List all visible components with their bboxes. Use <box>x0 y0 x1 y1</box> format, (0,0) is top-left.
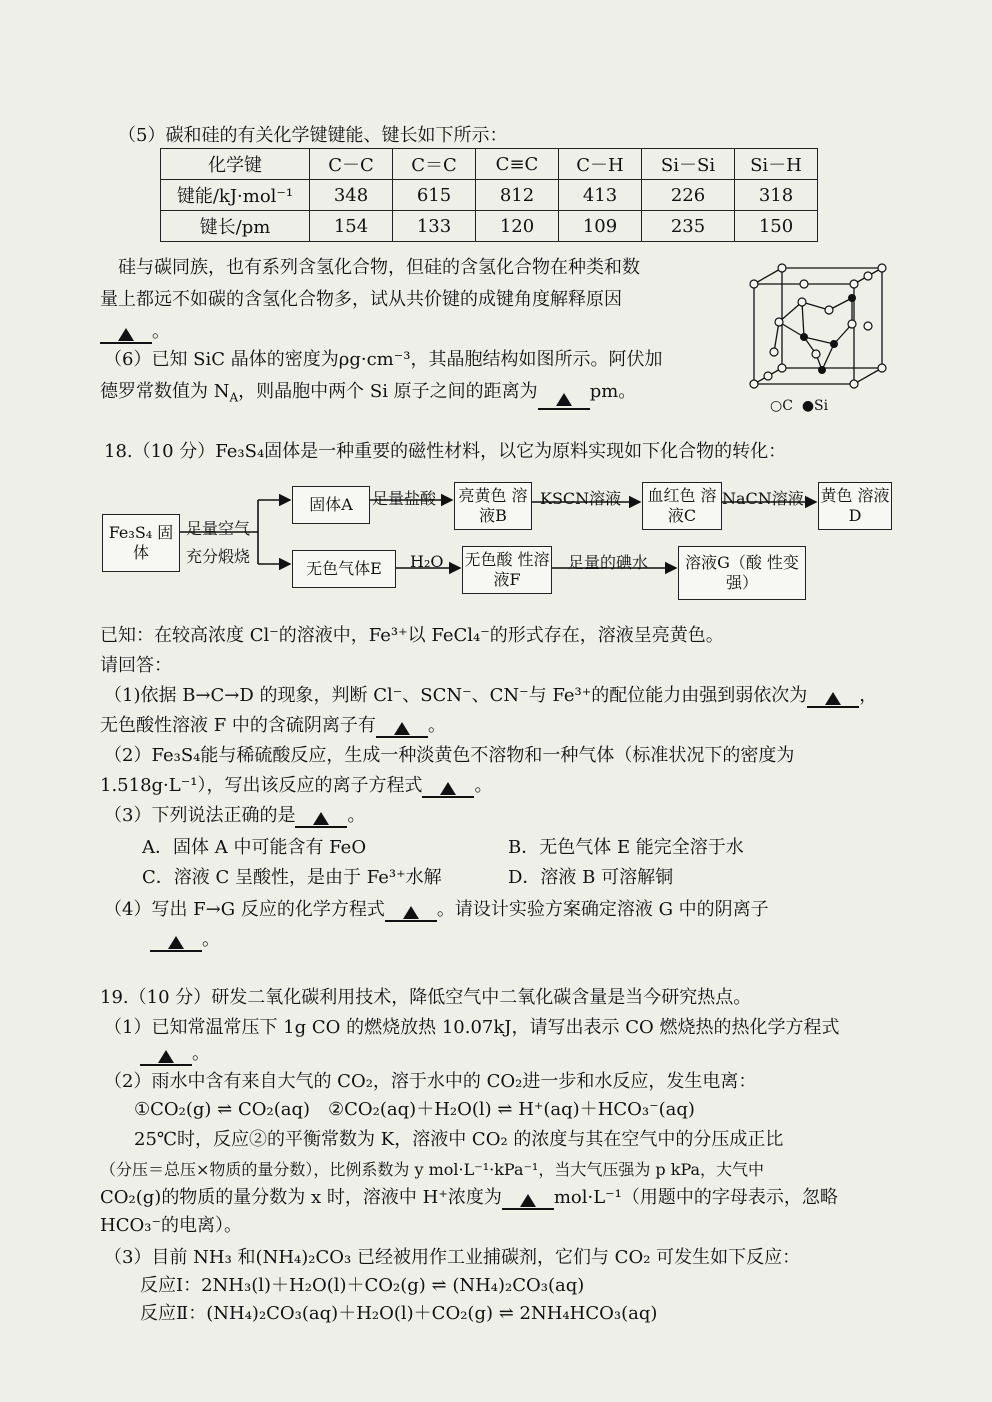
q18-title: 18.（10 分）Fe₃S₄固体是一种重要的磁性材料，以它为原料实现如下化合物的转化： <box>104 441 787 462</box>
table-cell: 235 <box>642 211 735 242</box>
text-fragment: （1)依据 B→C→D 的现象，判断 Cl⁻、SCN⁻、CN⁻与 Fe³⁺的配位能力由强到弱依次为 <box>104 685 808 706</box>
table-row <box>161 180 818 211</box>
flow-label-calcine: 充分煅烧 <box>186 547 251 566</box>
crystal-legend <box>770 398 828 414</box>
table-header-cell: 化学键 <box>161 149 310 180</box>
triangle-icon <box>403 906 419 919</box>
punctuation: 。 <box>427 715 446 736</box>
text-fragment: pm。 <box>589 381 637 402</box>
flow-label-h2o: H₂O <box>410 552 444 571</box>
q19-q2-equation: ①CO₂(g) ⇌ CO₂(aq) ②CO₂(aq)＋H₂O(l) ⇌ H⁺(aq)＋HCO₃⁻(aq) <box>134 1099 695 1120</box>
triangle-icon <box>556 393 572 406</box>
text-fragment: （4）写出 F→G 反应的化学方程式 <box>104 899 385 920</box>
bond-table-header-row <box>161 149 818 180</box>
triangle-icon <box>158 1050 174 1063</box>
table-header-cell: C－C <box>310 149 393 180</box>
text-fragment: CO₂(g)的物质的量分数为 x 时，溶液中 H⁺浓度为 <box>100 1187 502 1208</box>
flow-box-sol-b: 亮黄色 溶液B <box>454 482 532 530</box>
answer-blank <box>422 776 474 798</box>
sic-unit-cell-diagram <box>744 262 894 412</box>
flow-box-sol-g: 溶液G（酸 性变强） <box>678 546 806 600</box>
table-cell: 812 <box>476 180 559 211</box>
table-header-cell: Si－Si <box>642 149 735 180</box>
q17-p5-answer-line <box>100 320 170 344</box>
table-cell: 154 <box>310 211 393 242</box>
triangle-icon <box>168 936 184 949</box>
legend-c: ○C <box>770 398 793 414</box>
q19-q2-e: HCO₃⁻的电离）。 <box>100 1215 242 1236</box>
punctuation: ， <box>859 685 878 706</box>
table-cell: 133 <box>393 211 476 242</box>
table-header-cell: C－H <box>559 149 642 180</box>
answer-blank <box>150 930 202 952</box>
q18-q2-b <box>100 774 492 798</box>
table-header-cell: C＝C <box>393 149 476 180</box>
flow-label-air: 足量空气 <box>186 519 251 538</box>
q19-reaction-1: 反应Ⅰ：2NH₃(l)＋H₂O(l)＋CO₂(g) ⇌ (NH₄)₂CO₃(aq) <box>140 1275 585 1296</box>
answer-blank <box>295 806 347 828</box>
flow-label-nacn: NaCN溶液 <box>722 489 804 508</box>
text-fragment: 无色酸性溶液 F 中的含硫阴离子有 <box>100 715 376 736</box>
q17-p5-text-1: 硅与碳同族，也有系列含氢化合物，但硅的含氢化合物在种类和数 <box>118 257 640 278</box>
q19-q3-a: （3）目前 NH₃ 和(NH₄)₂CO₃ 已经被用作工业捕碳剂，它们与 CO₂ 可发生如下反应： <box>104 1247 801 1268</box>
triangle-icon <box>440 782 456 795</box>
q18-q1-a <box>104 684 877 708</box>
q18-known: 已知：在较高浓度 Cl⁻的溶液中，Fe³⁺以 FeCl₄⁻的形式存在，溶液呈亮黄色。 <box>100 625 724 646</box>
table-cell: 109 <box>559 211 642 242</box>
legend-si: ●Si <box>801 398 829 414</box>
flow-label-hcl: 足量盐酸 <box>372 489 437 508</box>
answer-blank <box>140 1044 192 1066</box>
answer-blank <box>502 1188 554 1210</box>
flow-box-gas-e: 无色气体E <box>292 550 396 588</box>
text-fragment: mol·L⁻¹（用题中的字母表示，忽略 <box>553 1187 838 1208</box>
punctuation: 。 <box>474 775 493 796</box>
triangle-icon <box>520 1194 536 1207</box>
q18-option-a: A．固体 A 中可能含有 FeO <box>142 837 367 858</box>
q18-q1-b <box>100 714 446 738</box>
table-row <box>161 211 818 242</box>
table-cell: 键长/pm <box>161 211 310 242</box>
table-cell: 348 <box>310 180 393 211</box>
q19-q2-c: （分压＝总压×物质的量分数），比例系数为 y mol·L⁻¹·kPa⁻¹，当大气压强为 p kPa，大气中 <box>100 1160 765 1179</box>
q18-please: 请回答： <box>100 655 172 676</box>
text-fragment: 。请设计实验方案确定溶液 G 中的阴离子 <box>436 899 769 920</box>
triangle-icon <box>394 722 410 735</box>
q19-reaction-2: 反应Ⅱ：(NH₄)₂CO₃(aq)＋H₂O(l)＋CO₂(g) ⇌ 2NH₄HCO₃(aq) <box>140 1303 658 1324</box>
table-cell: 150 <box>735 211 818 242</box>
table-cell: 615 <box>393 180 476 211</box>
subscript: A <box>229 390 239 405</box>
flow-label-iodine: 足量的碘水 <box>568 553 649 572</box>
flow-box-solid-a: 固体A <box>292 486 370 524</box>
answer-blank <box>807 686 859 708</box>
table-cell: 413 <box>559 180 642 211</box>
text-fragment: 德罗常数值为 N <box>100 381 230 402</box>
text-fragment: （3）下列说法正确的是 <box>104 805 296 826</box>
table-cell: 120 <box>476 211 559 242</box>
q19-title: 19.（10 分）研发二氧化碳利用技术，降低空气中二氧化碳含量是当今研究热点。 <box>100 987 752 1008</box>
flow-box-fe3s4: Fe₃S₄ 固体 <box>102 514 180 572</box>
table-cell: 键能/kJ·mol⁻¹ <box>161 180 310 211</box>
q18-option-c: C．溶液 C 呈酸性，是由于 Fe³⁺水解 <box>142 867 442 888</box>
bond-table <box>160 148 818 242</box>
punctuation: 。 <box>347 805 366 826</box>
q18-q4-b <box>150 928 220 952</box>
q17-p5-text-2: 量上都远不如碳的含氢化合物多，试从共价键的成键角度解释原因 <box>100 289 622 310</box>
text-fragment: 1.518g·L⁻¹），写出该反应的离子方程式 <box>100 775 423 796</box>
flow-box-sol-d: 黄色 溶液D <box>818 482 892 530</box>
q19-q1: （1）已知常温常压下 1g CO 的燃烧放热 10.07kJ，请写出表示 CO 燃烧热的热化学方程式 <box>104 1017 840 1038</box>
answer-blank <box>538 388 590 410</box>
q17-p6-text-2 <box>100 380 636 410</box>
q17-p5-intro: （5）碳和硅的有关化学键键能、键长如下所示： <box>118 125 508 146</box>
triangle-icon <box>825 692 841 705</box>
q18-q4-a <box>104 898 769 922</box>
q18-option-d: D．溶液 B 可溶解铜 <box>508 867 674 888</box>
triangle-icon <box>313 812 329 825</box>
answer-blank <box>100 322 152 344</box>
q18-q2-a: （2）Fe₃S₄能与稀硫酸反应，生成一种淡黄色不溶物和一种气体（标准状况下的密度为 <box>104 745 795 766</box>
punctuation: 。 <box>152 321 170 342</box>
q17-p6-text-1: （6）已知 SiC 晶体的密度为ρg·cm⁻³，其晶胞结构如图所示。阿伏加 <box>104 349 663 370</box>
punctuation: 。 <box>192 1043 210 1064</box>
table-header-cell: C≡C <box>476 149 559 180</box>
q19-q2-d <box>100 1186 838 1210</box>
table-cell: 226 <box>642 180 735 211</box>
q19-q2-a: （2）雨水中含有来自大气的 CO₂，溶于水中的 CO₂进一步和水反应，发生电离： <box>104 1071 757 1092</box>
table-cell: 318 <box>735 180 818 211</box>
q18-option-b: B．无色气体 E 能完全溶于水 <box>508 837 744 858</box>
flow-box-sol-c: 血红色 溶液C <box>642 482 722 530</box>
triangle-icon <box>118 328 134 341</box>
text-fragment: ，则晶胞中两个 Si 原子之间的距离为 <box>238 381 538 402</box>
q19-q2-b: 25℃时，反应②的平衡常数为 K，溶液中 CO₂ 的浓度与其在空气中的分压成正比 <box>134 1129 784 1150</box>
flow-box-sol-f: 无色酸 性溶液F <box>462 546 552 594</box>
answer-blank <box>385 900 437 922</box>
q19-q1-answer <box>140 1042 210 1066</box>
flow-label-kscn: KSCN溶液 <box>540 489 622 508</box>
punctuation: 。 <box>202 929 220 950</box>
q18-q3 <box>104 804 365 828</box>
answer-blank <box>376 716 428 738</box>
table-header-cell: Si－H <box>735 149 818 180</box>
